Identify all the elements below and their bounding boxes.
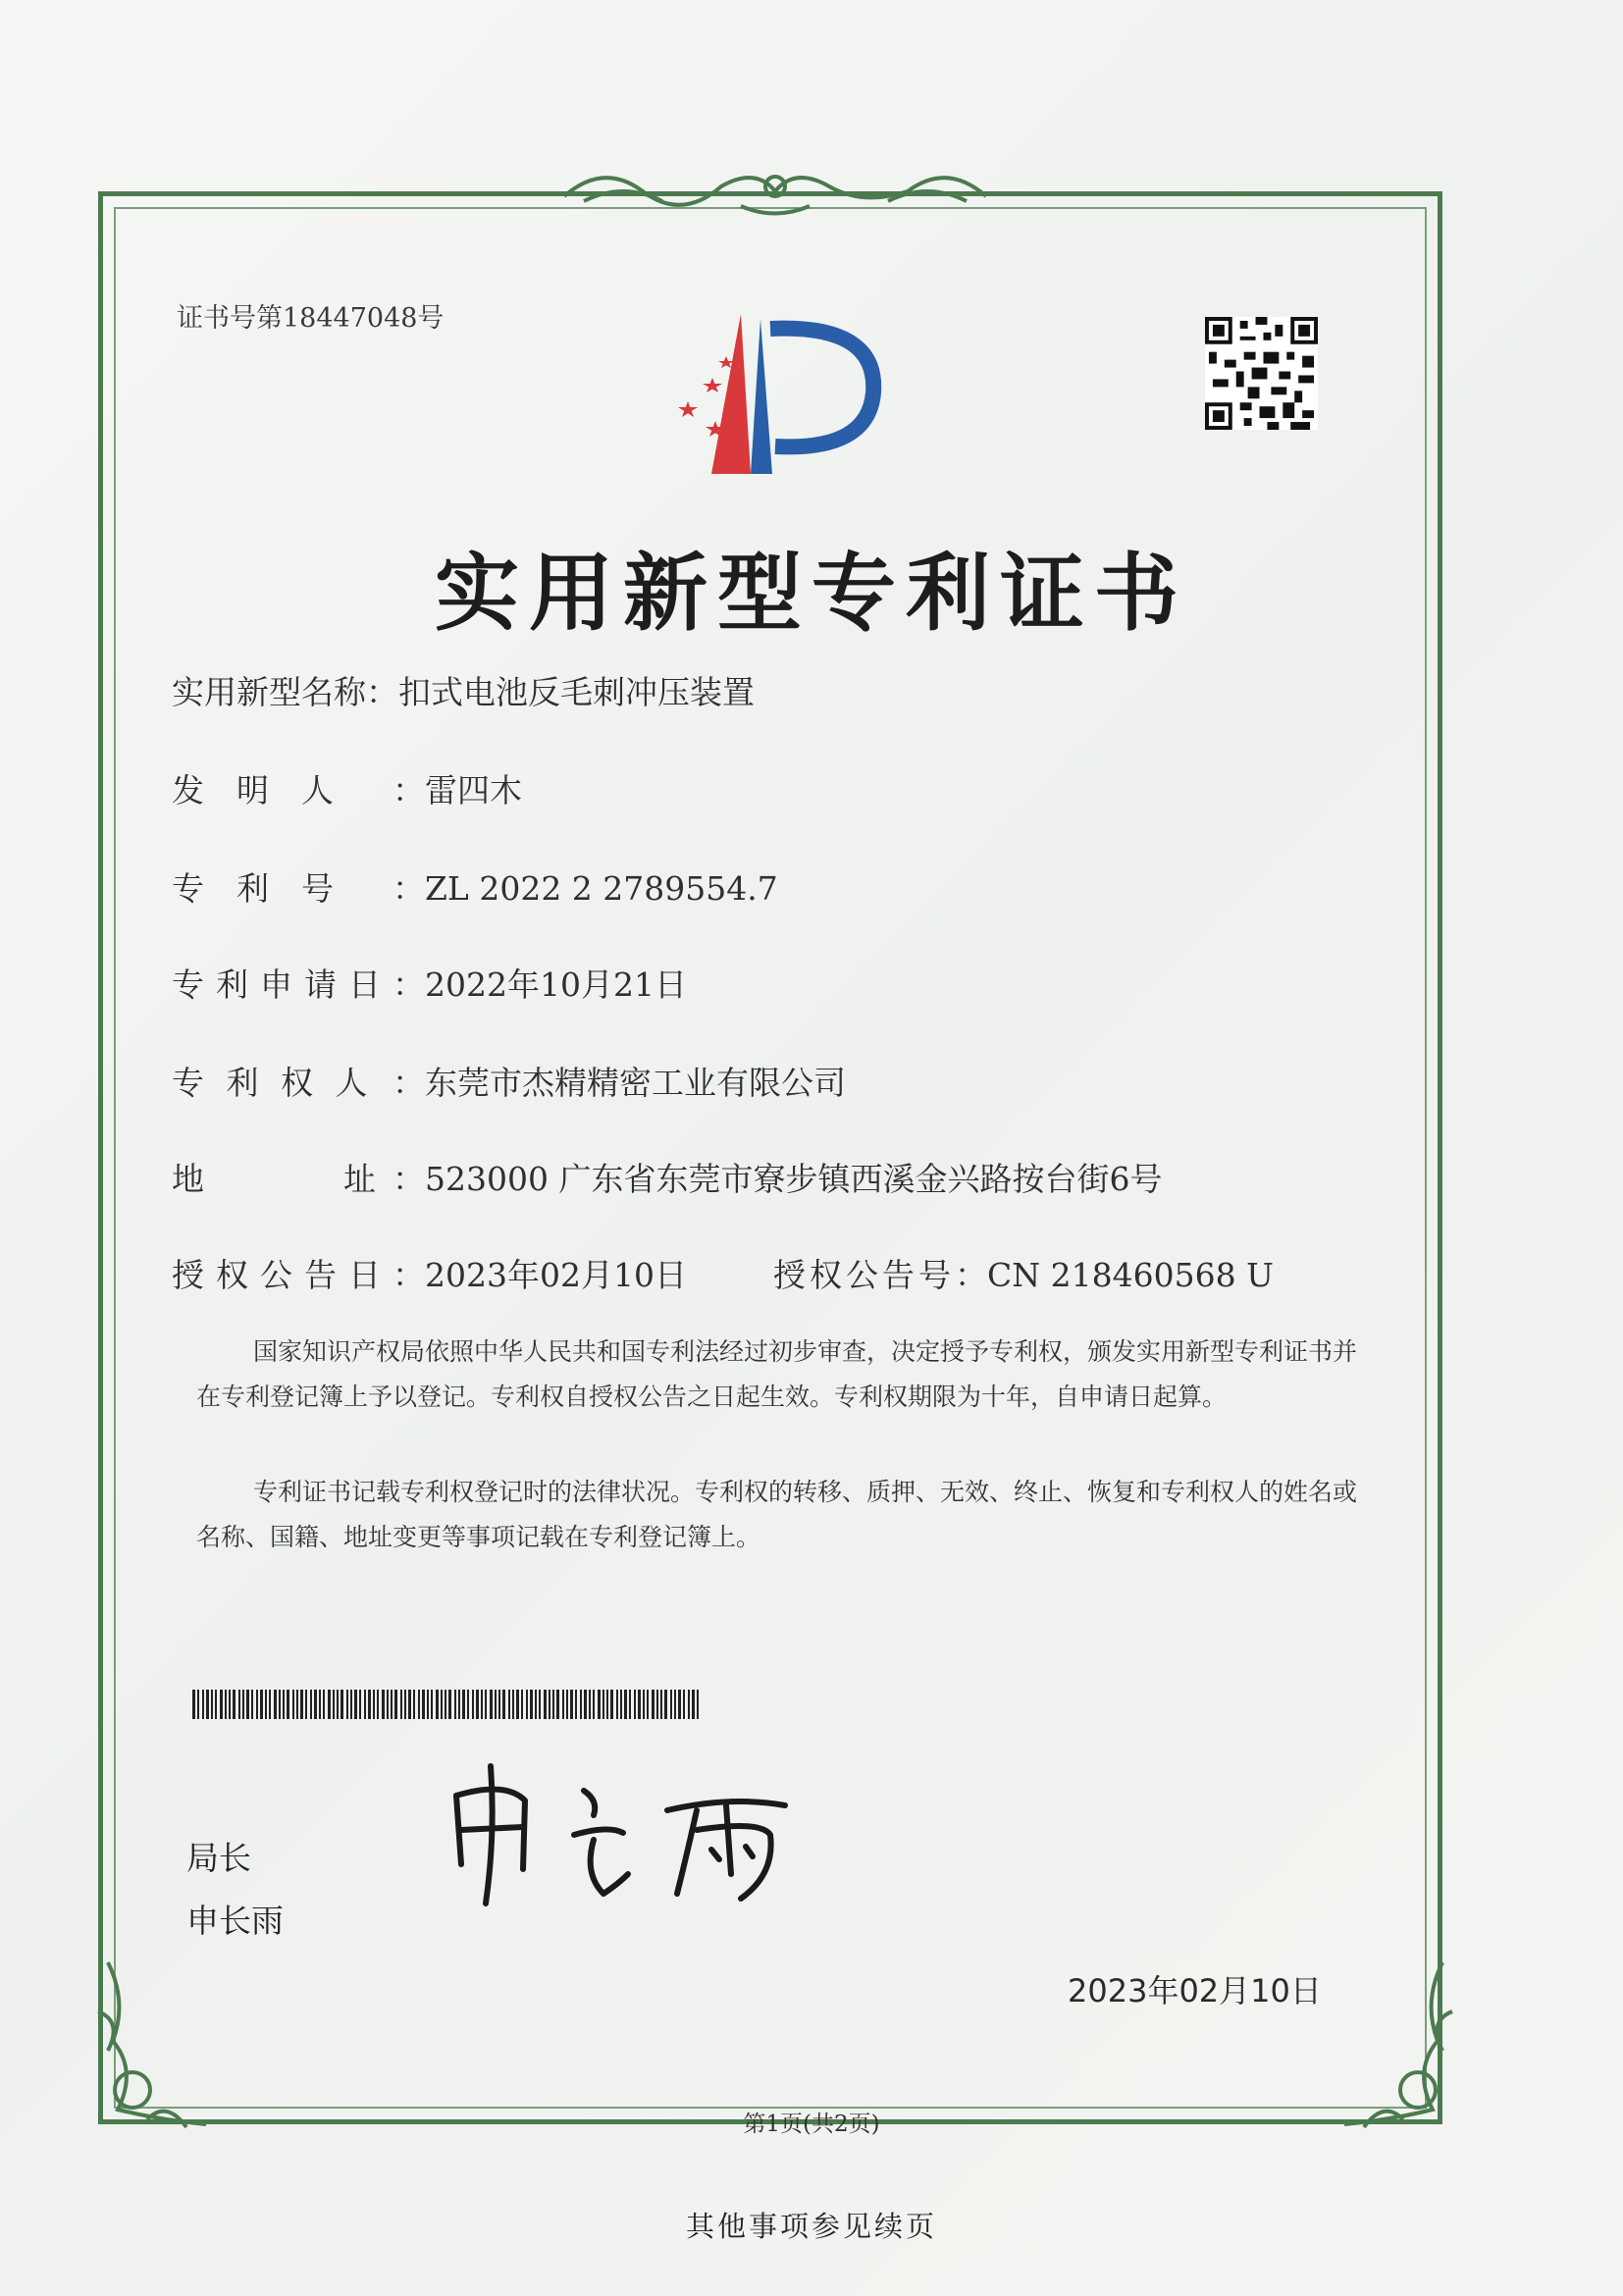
field-value: 扣式电池反毛刺冲压装置 xyxy=(398,673,755,711)
field-separator: ： xyxy=(393,1064,425,1102)
field-grant-number xyxy=(773,1250,1274,1296)
page-count: 第1页(共2页) xyxy=(743,2112,880,2137)
field-value: ZL 2022 2 2789554.7 xyxy=(425,869,778,908)
issue-date: 2023年02月10日 xyxy=(1068,1972,1322,2009)
top-ornament-icon xyxy=(545,157,1006,226)
field-label: 专 利 权 人 xyxy=(172,1064,374,1102)
certificate-number: 证书号第18447048号 xyxy=(177,303,445,334)
field-value: 2023年02月10日 xyxy=(425,1256,687,1294)
statement-paragraph-1: 国家知识产权局依照中华人民共和国专利法经过初步审查，决定授予专利权，颁发实用新型专利证书并在专利登记簿上予以登记。专利权自授权公告之日起生效。专利权期限为十年，自申请日起算。 xyxy=(196,1337,1358,1411)
field-label: 专 利 号 xyxy=(172,869,334,908)
field-label: 授权公告号 xyxy=(773,1256,955,1294)
statement-paragraph-2: 专利证书记载专利权登记时的法律状况。专利权的转移、质押、无效、终止、恢复和专利权人的姓名或名称、国籍、地址变更等事项记载在专利登记簿上。 xyxy=(196,1478,1358,1551)
field-separator: ： xyxy=(393,869,425,908)
field-value: 523000 广东省东莞市寮步镇西溪金兴路按台街6号 xyxy=(425,1160,1163,1198)
field-separator: ： xyxy=(366,673,398,711)
field-label: 发 明 人 xyxy=(172,771,334,809)
signatory-name: 申长雨 xyxy=(186,1902,284,1940)
qr-code-icon xyxy=(1205,317,1318,430)
barcode-icon xyxy=(192,1690,703,1719)
field-separator: ： xyxy=(393,771,425,809)
field-label: 实用新型名称 xyxy=(172,673,366,711)
field-label-right: 址 xyxy=(343,1160,376,1198)
field-separator: ： xyxy=(393,1256,425,1294)
field-address xyxy=(172,1154,1162,1200)
field-separator: ： xyxy=(393,965,425,1004)
field-inventor xyxy=(172,765,522,811)
field-value: CN 218460568 U xyxy=(987,1256,1274,1294)
field-value: 2022年10月21日 xyxy=(425,965,687,1004)
field-value: 东莞市杰精精密工业有限公司 xyxy=(425,1064,846,1102)
field-label: 授权公告日 xyxy=(172,1256,393,1294)
handwritten-signature-icon xyxy=(446,1756,810,1913)
field-utility-model-name xyxy=(172,667,755,713)
field-separator: ： xyxy=(393,1160,425,1198)
field-patentee xyxy=(172,1058,846,1104)
field-label: 专利申请日 xyxy=(172,965,393,1004)
footer-note: 其他事项参见续页 xyxy=(685,2210,937,2243)
field-label-left: 地 xyxy=(172,1160,204,1198)
field-patent-number xyxy=(172,863,778,910)
certificate-title: 实用新型专利证书 xyxy=(435,544,1188,643)
cnipa-logo-icon xyxy=(653,299,893,486)
field-grant-date xyxy=(172,1250,687,1296)
field-value: 雷四木 xyxy=(425,771,522,809)
field-filing-date xyxy=(172,960,687,1006)
field-separator: ： xyxy=(955,1256,987,1294)
signatory-title: 局长 xyxy=(186,1839,251,1877)
